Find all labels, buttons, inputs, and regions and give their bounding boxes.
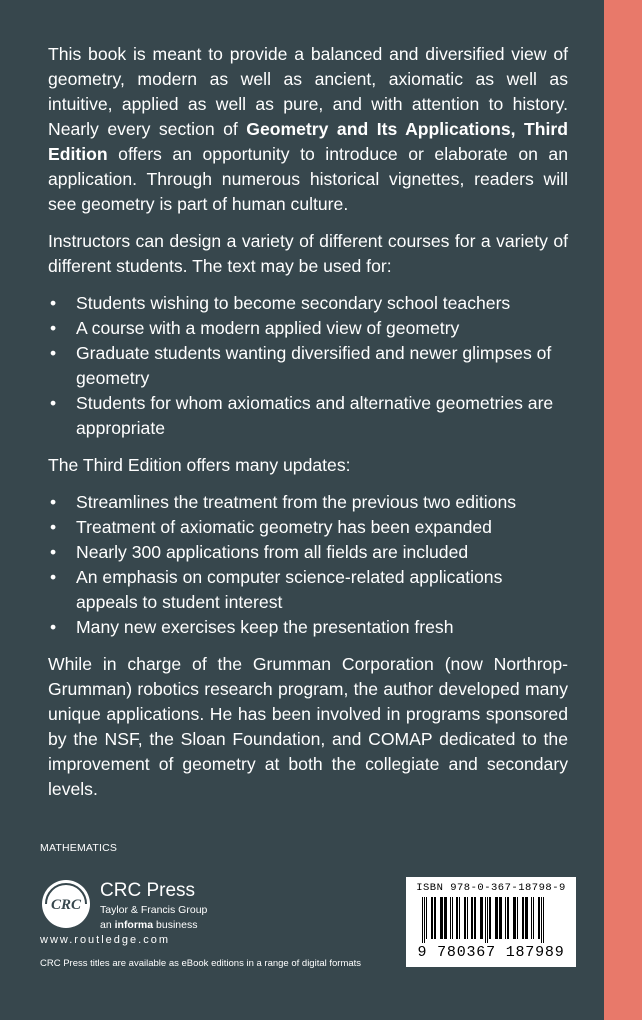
barcode-bar	[450, 897, 451, 939]
updates-list	[48, 490, 568, 640]
barcode-bar	[522, 897, 524, 939]
barcode-bar	[440, 897, 443, 939]
barcode-bar	[487, 897, 488, 943]
list-item: • Graduate students wanting diversified and newer glimpses of geometry	[48, 341, 568, 391]
barcode-bar	[431, 897, 433, 939]
intro-text-a: This book is meant to provide a balanced and diversified view of geometry, modern as well as ancient, axiomatic as well as intuitive, applied as well as pure, and with attention to history. Nearly every section of	[48, 44, 568, 139]
list-item: • An emphasis on computer science-related applications appeals to student interest	[48, 565, 568, 615]
author-paragraph: While in charge of the Grumman Corporation (now Northrop-Grumman) robotics research program, the author developed many unique applications. He has been involved in programs sponsored by the NSF, the Sloan Foundation, and COMAP dedicated to the improvement of geometry at both the collegiate and secondary levels.	[48, 654, 568, 799]
barcode-bar	[434, 897, 436, 939]
barcode-bar	[474, 897, 476, 939]
intro-text-b: offers an opportunity to introduce or elaborate on an application. Through numerous historical vignettes, readers will see geometry is part of human culture.	[48, 144, 568, 214]
barcode-bar	[543, 897, 544, 943]
instructors-list	[48, 291, 568, 441]
barcode-bar	[538, 897, 540, 939]
barcode-bar	[531, 897, 532, 939]
spine-stripe	[604, 0, 642, 1020]
intro-paragraph	[48, 42, 568, 217]
barcode-bar	[541, 897, 542, 943]
ebook-note: CRC Press titles are available as eBook editions in a range of digital formats	[40, 958, 362, 969]
barcode-bar	[444, 897, 447, 939]
publisher-name: CRC Press	[100, 880, 196, 901]
barcode-bar	[464, 897, 466, 939]
list-item: • Streamlines the treatment from the previous two editions	[48, 490, 568, 515]
barcode-bar	[471, 897, 473, 939]
updates-paragraph: The Third Edition offers many updates:	[48, 455, 351, 475]
barcode-bar	[426, 897, 427, 939]
barcode-number: 9 780367 187989	[417, 944, 565, 961]
publisher-group: Taylor & Francis Group	[100, 904, 208, 916]
list-item: • Students wishing to become secondary school teachers	[48, 291, 568, 316]
crc-logo-icon	[40, 878, 92, 930]
barcode-bar	[507, 897, 509, 939]
back-cover-text	[48, 42, 568, 814]
barcode-bar	[452, 897, 453, 939]
list-item: • Students for whom axiomatics and alternative geometries are appropriate	[48, 391, 568, 441]
barcode-bar	[422, 897, 423, 943]
barcode-bar	[485, 897, 486, 943]
barcode-bar	[495, 897, 498, 939]
barcode-bar	[459, 897, 460, 939]
svg-text:CRC: CRC	[50, 897, 82, 913]
instructors-paragraph: Instructors can design a variety of different courses for a variety of different students. The text may be used for:	[48, 231, 568, 276]
informa-line: an informa business	[100, 919, 198, 931]
barcode-bar	[513, 897, 516, 939]
book-title: Geometry and Its Applications, Third Edition	[48, 119, 568, 164]
subject-label: MATHEMATICS	[40, 842, 118, 854]
list-item: • Many new exercises keep the presentation fresh	[48, 615, 568, 640]
barcode-icon	[418, 897, 564, 943]
barcode-bar	[467, 897, 468, 939]
barcode-bar	[533, 897, 534, 939]
barcode-bar	[505, 897, 506, 939]
isbn-label: ISBN 978-0-367-18798-9	[416, 882, 566, 894]
barcode-bar	[517, 897, 518, 939]
barcode-panel	[406, 877, 576, 967]
list-item: • A course with a modern applied view of geometry	[48, 316, 568, 341]
barcode-bar	[499, 897, 502, 939]
list-item: • Nearly 300 applications from all fields are included	[48, 540, 568, 565]
barcode-bar	[525, 897, 528, 939]
website-url: www.routledge.com	[40, 934, 170, 946]
barcode-bar	[456, 897, 458, 939]
barcode-bar	[489, 897, 491, 939]
list-item: • Treatment of axiomatic geometry has been expanded	[48, 515, 568, 540]
barcode-bar	[480, 897, 483, 939]
barcode-bar	[424, 897, 425, 943]
